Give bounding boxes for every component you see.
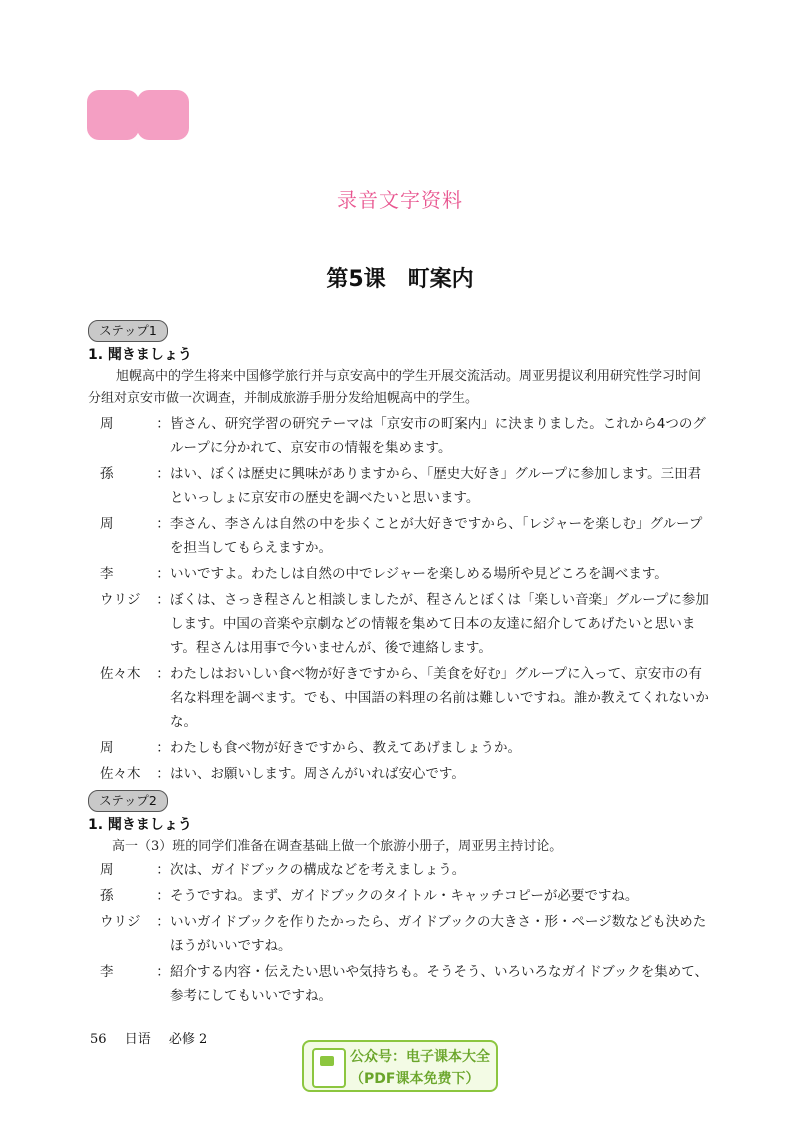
section-title: 录音文字资料: [337, 188, 463, 212]
page-footer: [90, 1028, 221, 1047]
dialog-text: いいガイドブックを作りたかったら、ガイドブックの大きさ・形・ページ数なども決めたほうがいいですね。: [170, 914, 707, 954]
dialog-line: [100, 588, 710, 660]
speaker-name: ウリジ: [100, 592, 141, 608]
speaker-colon: ：: [156, 740, 170, 756]
step-2-badge: ステップ2: [88, 790, 168, 812]
speaker-name: 周: [100, 516, 114, 532]
speaker-colon: ：: [156, 666, 170, 682]
step-2-heading: 1. 聞きましょう: [88, 817, 192, 833]
speaker-name: 孫: [100, 466, 114, 482]
speaker-colon: ：: [156, 914, 170, 930]
speaker-name: 佐々木: [100, 666, 141, 682]
dialog-line: [100, 910, 710, 958]
book-title: 日语: [124, 1032, 151, 1047]
book-icon: [312, 1048, 346, 1088]
speaker-colon: ：: [156, 516, 170, 532]
dialog-text: はい、ぼくは歴史に興味がありますから、「歴史大好き」グループに参加します。三田君といっしょに京安市の歴史を調べたいと思います。: [170, 466, 702, 506]
dialog-text: そうですね。まず、ガイドブックのタイトル・キャッチコピーが必要ですね。: [170, 888, 639, 904]
speaker-colon: ：: [156, 466, 170, 482]
lesson-title: 第5课 町案内: [326, 267, 474, 292]
dialog-line: [100, 662, 710, 734]
dialog-line: [100, 736, 710, 760]
dialog-line: [100, 884, 710, 908]
dialog-text: ぼくは、さっき程さんと相談しましたが、程さんとぼくは「楽しい音楽」グループに参加します。中国の音楽や京劇などの情報を集めて日本の友達に紹介してあげたいと思います。程さんは用事で今いませんが、後で連絡します。: [170, 592, 709, 656]
dialog-line: [100, 462, 710, 510]
speaker-name: 孫: [100, 888, 114, 904]
pink-tab-decoration: [87, 90, 139, 140]
dialog-line: [100, 562, 710, 586]
dialog-text: 皆さん、研究学習の研究テーマは「京安市の町案内」に決まりました。これから4つのグループに分かれて、京安市の情報を集めます。: [170, 416, 706, 456]
dialog-line: [100, 960, 710, 1008]
speaker-colon: ：: [156, 964, 170, 980]
dialog-text: いいですよ。わたしは自然の中でレジャーを楽しめる場所や見どころを調べます。: [170, 566, 668, 582]
speaker-colon: ：: [156, 766, 170, 782]
speaker-name: 周: [100, 740, 114, 756]
step-1-intro: 旭幌高中的学生将来中国修学旅行并与京安高中的学生开展交流活动。周亚男提议利用研究性学习时间分组对京安市做一次调查，并制成旅游手册分发给旭幌高中的学生。: [88, 369, 702, 406]
book-volume: 必修 2: [168, 1032, 208, 1047]
watermark-banner: [302, 1040, 498, 1092]
step-2-intro: 高一（3）班的同学们准备在调查基础上做一个旅游小册子，周亚男主持讨论。: [112, 839, 563, 854]
speaker-name: 周: [100, 416, 114, 432]
watermark-line-2: （PDF课本免费下）: [350, 1071, 480, 1087]
dialog-text: わたしも食べ物が好きですから、教えてあげましょうか。: [170, 740, 521, 756]
dialog-text: 次は、ガイドブックの構成などを考えましょう。: [170, 862, 466, 878]
speaker-name: ウリジ: [100, 914, 141, 930]
speaker-name: 佐々木: [100, 766, 141, 782]
speaker-colon: ：: [156, 566, 170, 582]
dialog-text: はい、お願いします。周さんがいれば安心です。: [170, 766, 465, 782]
speaker-colon: ：: [156, 862, 170, 878]
dialog-text: 紹介する内容・伝えたい思いや気持ちも。そうそう、いろいろなガイドブックを集めて、参考にしてもいいですね。: [170, 964, 708, 1004]
speaker-name: 李: [100, 964, 114, 980]
speaker-colon: ：: [156, 888, 170, 904]
dialog-line: [100, 412, 710, 460]
pink-tab-decoration: [137, 90, 189, 140]
step-1-badge: ステップ1: [88, 320, 168, 342]
speaker-colon: ：: [156, 592, 170, 608]
step-1-dialog: [100, 412, 710, 788]
dialog-line: [100, 512, 710, 560]
speaker-colon: ：: [156, 416, 170, 432]
dialog-line: [100, 858, 710, 882]
dialog-text: わたしはおいしい食べ物が好きですから、「美食を好む」グループに入って、京安市の有名な料理を調べます。でも、中国語の料理の名前は難しいですね。誰か教えてくれないかな。: [170, 666, 709, 730]
speaker-name: 周: [100, 862, 114, 878]
step-1-heading: 1. 聞きましょう: [88, 347, 192, 363]
watermark-line-1: 公众号：电子课本大全: [350, 1049, 490, 1065]
dialog-line: [100, 762, 710, 786]
dialog-text: 李さん、李さんは自然の中を歩くことが大好きですから、「レジャーを楽しむ」グループを担当してもらえますか。: [170, 516, 703, 556]
step-2-dialog: [100, 858, 710, 1010]
speaker-name: 李: [100, 566, 114, 582]
page-number: 56: [90, 1032, 107, 1047]
